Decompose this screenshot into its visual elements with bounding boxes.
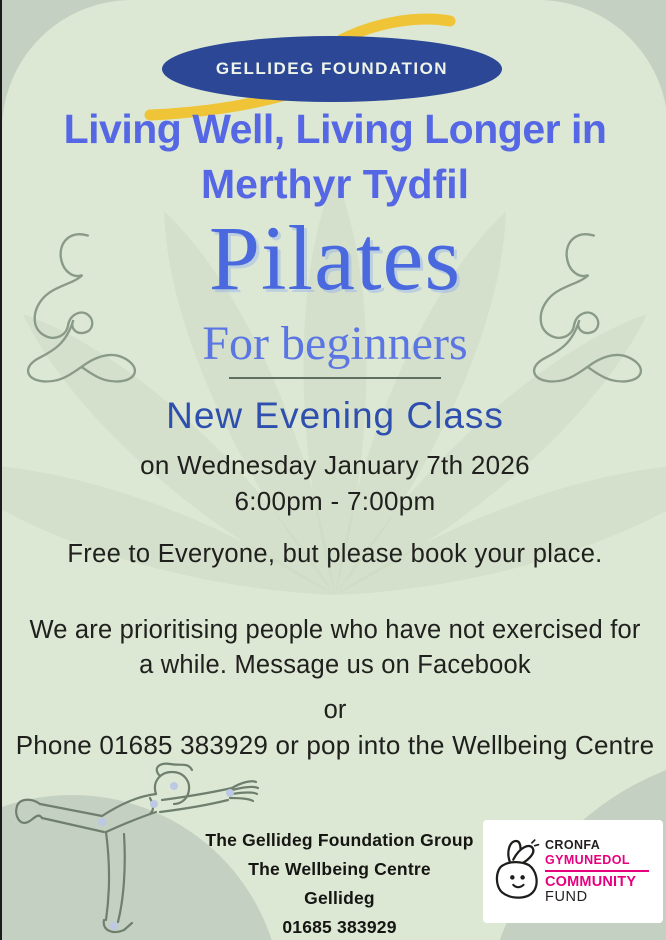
funder-line-fund: FUND [545, 889, 588, 905]
priority-line2: a while. Message us on Facebook [139, 651, 531, 679]
crossed-fingers-hand-icon [489, 834, 545, 904]
priority-line1: We are prioritising people who have not exercised for [29, 616, 641, 644]
meditating-figure-icon [14, 222, 149, 402]
footer-contact-block [192, 826, 487, 940]
class-heading: New Evening Class [166, 395, 504, 436]
community-fund-logo [483, 820, 663, 923]
funder-line-gymunedol: GYMUNEDOL [545, 853, 630, 867]
brand-name: GELLIDEG FOUNDATION [215, 59, 449, 78]
subtitle-underline [229, 377, 441, 379]
phone-line: Phone 01685 383929 or pop into the Wellbeing Centre [15, 730, 655, 760]
footer-area: Gellideg [304, 888, 375, 908]
funder-line-cronfa: CRONFA [545, 838, 601, 852]
free-booking-line: Free to Everyone, but please book your place. [67, 540, 603, 568]
class-time: 6:00pm - 7:00pm [234, 486, 436, 516]
funder-line-community: COMMUNITY [545, 874, 637, 890]
footer-centre: The Wellbeing Centre [248, 859, 431, 879]
or-text: or [323, 696, 347, 724]
program-subtitle: For beginners [202, 317, 468, 370]
brand-logo [162, 36, 502, 102]
meditating-figure-icon [520, 222, 655, 402]
headline-line1: Living Well, Living Longer in [63, 106, 607, 152]
headline-line2: Merthyr Tydfil [200, 161, 470, 207]
funder-divider [545, 870, 649, 872]
class-date: on Wednesday January 7th 2026 [140, 450, 530, 480]
program-title: Pilates [208, 207, 462, 309]
footer-org: The Gellideg Foundation Group [205, 830, 474, 850]
footer-phone: 01685 383929 [282, 917, 397, 937]
